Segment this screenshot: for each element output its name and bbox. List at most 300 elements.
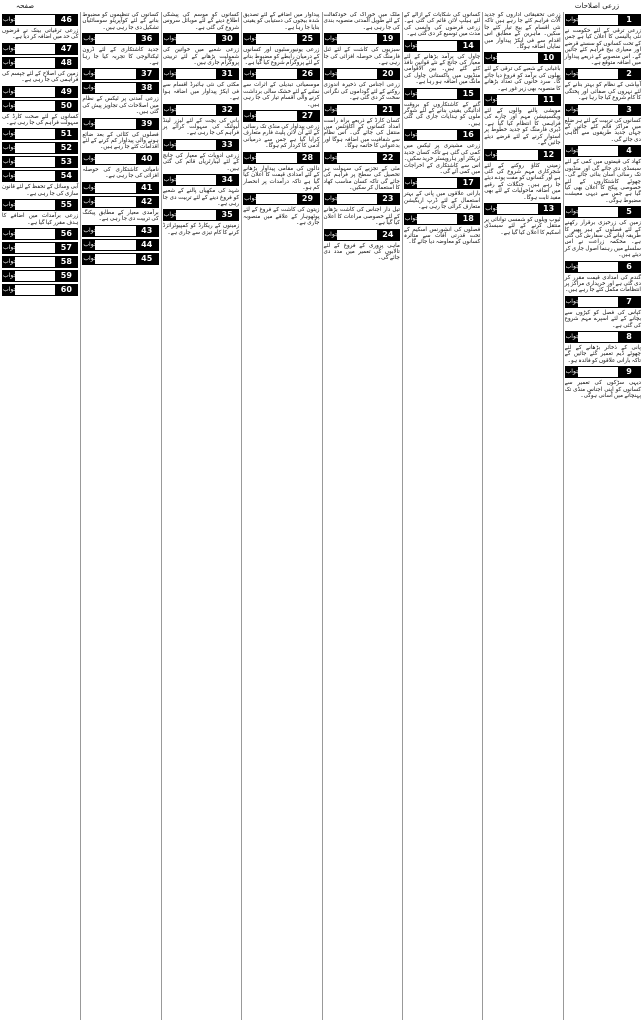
question-number: 32: [216, 105, 238, 115]
question-number-badge: [82, 253, 158, 265]
badge-space: [176, 105, 216, 115]
badge-space: [15, 44, 55, 54]
question-number: 29: [297, 194, 319, 204]
question-number-badge: [404, 213, 480, 225]
article-paragraph: پیداوار میں اضافے کے لئے تصدیق شدہ بیجوں کی دستیابی کو یقینی بنایا جا رہا ہے۔: [243, 12, 320, 31]
question-number: 3: [618, 105, 640, 115]
question-number-badge: [82, 153, 158, 165]
article-paragraph: کھاد کی قیمتوں میں کمی کے لئے سبسڈی دی جائے گی اور منڈیوں تک رسائی آسان بنائی جائے گی۔ چھوٹے کاشتکاروں کے لئے خصوصی پیکج کا اعلان بھی کیا گیا ہے جس سے دیہی معیشت مضبوط ہوگی۔: [564, 159, 641, 204]
article-paragraph: کسانوں کو موسم کی پیشگی اطلاع دینے کے لئے موبائل سروس شروع کی گئی ہے۔: [162, 12, 240, 31]
question-number-badge: [82, 225, 158, 237]
question-number-badge: [2, 242, 78, 254]
article-paragraph: کسانوں کی شکایات کے ازالے کے لئے ہیلپ لائن قائم کی گئی ہے۔ زرعی قرضوں کی واپسی کی مدت میں توسیع کر دی گئی ہے۔: [403, 12, 481, 38]
col-2: [482, 12, 562, 1020]
question-number: 41: [136, 183, 158, 193]
question-number: 22: [377, 153, 399, 163]
answer-tag: جواب: [3, 87, 18, 95]
article-paragraph: زمین کی اصلاح کے لئے جپسم کی فراہمی کی جا رہی ہے۔: [2, 70, 79, 84]
question-number-badge: [565, 206, 641, 218]
article-paragraph: زرعی یونیورسٹیوں اور کسانوں کے درمیان رابطے کو مضبوط بنانے کے لئے پروگرام شروع کیا گیا ہے۔: [243, 47, 320, 67]
article-paragraph: موسمیاتی تبدیلی کے اثرات سے نمٹنے کے لئے خشک سالی برداشت کرنے والی اقسام تیار کی جا رہی ہیں۔: [243, 82, 320, 108]
col-4: [322, 12, 402, 1020]
article-paragraph: آبی وسائل کے تحفظ کے لئے قانون سازی کی جا رہی ہے۔: [2, 184, 79, 197]
page-header-title: زرعی اصلاحات: [574, 2, 619, 10]
question-number-badge: [82, 239, 158, 251]
badge-space: [256, 153, 296, 163]
question-number: 55: [55, 200, 77, 210]
article-paragraph: مٹی کے تجزیے کی سہولت ہر تحصیل کی سطح پر فراہم کی جائے گی تاکہ کسان مناسب کھاد کا استعمال کر سکیں۔: [323, 165, 400, 191]
question-number-badge: [163, 104, 239, 116]
answer-tag: جواب: [244, 112, 259, 120]
article-paragraph: زرعی تحقیقاتی اداروں کو جدید آلات فراہم کئے جا رہے ہیں تاکہ نئی اقسام کے بیج تیار کئے جا سکیں۔ ماہرین کے مطابق اس اقدام سے فی ایکڑ پیداوار میں نمایاں اضافہ ہوگا۔: [484, 12, 561, 51]
answer-tag: جواب: [3, 16, 18, 23]
badge-space: [337, 153, 377, 163]
badge-space: [15, 157, 55, 167]
article-paragraph: نامیاتی کاشتکاری کی حوصلہ افزائی کی جا رہی ہے۔: [82, 166, 159, 180]
question-number-badge: [484, 52, 560, 64]
question-number: 56: [55, 229, 77, 239]
question-number: 39: [136, 119, 158, 129]
question-number: 13: [538, 204, 560, 214]
col-7: [80, 12, 160, 1020]
article-paragraph: کسان کارڈ کے ذریعے براہ راست امداد کسانوں کے اکاؤنٹس میں منتقل کی جائے گی۔ اس نظام سے شفافیت میں اضافہ ہوگا اور بدعنوانی کا خاتمہ ہوگا۔: [323, 117, 400, 150]
column-rule: [402, 12, 403, 1020]
answer-tag: جواب: [244, 153, 259, 161]
article-paragraph: تیل دار اجناس کی کاشت بڑھانے کے لئے خصوصی مراعات کا اعلان کیا گیا ہے۔: [323, 207, 400, 227]
article-paragraph: زرعی پیداوار کی منڈی تک رسائی کے لئے آن لائن پلیٹ فارم متعارف کرایا گیا ہے جس سے درمیانی آدمی کا کردار کم ہوگا۔: [243, 124, 320, 150]
answer-tag: جواب: [324, 230, 339, 238]
article-paragraph: زمین کی زرخیزی برقرار رکھنے کے لئے فصلوں کے ہیر پھیر کا طریقہ اپنانے کی سفارش کی گئی ہے۔ محکمہ زراعت نے اس سلسلے میں رہنما اصول جاری کر دیئے ہیں۔: [564, 220, 641, 259]
article-paragraph: ماہی پروری کے فروغ کے لئے تالابوں کی تعمیر میں مدد دی جائے گی۔: [323, 242, 400, 262]
answer-tag: جواب: [565, 333, 580, 340]
article-paragraph: زرعی شعبے میں خواتین کی شمولیت بڑھانے کے لئے تربیتی پروگرام جاری ہیں۔: [162, 47, 240, 67]
badge-space: [95, 154, 135, 164]
answer-tag: جواب: [83, 35, 98, 43]
answer-tag: جواب: [3, 286, 18, 294]
question-number-badge: [243, 68, 319, 80]
question-number-badge: [243, 152, 319, 164]
question-number-badge: [565, 14, 641, 26]
question-number-badge: [163, 33, 239, 45]
article-paragraph: دیہی سڑکوں کی تعمیر سے کسانوں کو اپنی اجناس منڈی تک پہنچانے میں آسانی ہوگی۔: [564, 380, 641, 400]
question-number: 16: [457, 130, 479, 140]
question-number: 10: [538, 53, 560, 63]
badge-space: [15, 243, 55, 253]
question-number: 11: [538, 95, 560, 105]
question-number-badge: [2, 14, 78, 26]
question-number: 26: [297, 69, 319, 79]
question-number-badge: [565, 104, 641, 116]
question-number-badge: [2, 270, 78, 282]
question-number-badge: [243, 110, 319, 122]
column-rule: [563, 12, 564, 1020]
badge-space: [176, 140, 216, 150]
article-paragraph: فصلوں کی کٹائی کے بعد ضائع ہونے والی پیداوار کم کرنے کے لئے اقدامات کئے جا رہے ہیں۔: [82, 131, 159, 151]
question-number: 4: [618, 146, 640, 156]
article-paragraph: کسانوں کی تنظیموں کو مضبوط بنانے کے لئے کوآپریٹو سوسائٹیاں تشکیل دی جا رہی ہیں۔: [82, 12, 159, 31]
article-paragraph: شہد کی مکھیاں پالنے کے شعبے کو فروغ دینے کے لئے تربیت دی جا رہی ہے۔: [162, 188, 240, 207]
answer-tag: جواب: [404, 89, 419, 97]
answer-tag: جواب: [83, 254, 98, 262]
question-number-badge: [324, 229, 400, 241]
question-number: 38: [136, 83, 158, 93]
question-number: 30: [216, 34, 238, 44]
question-number-badge: [2, 156, 78, 168]
article-paragraph: ملک میں خوراک کی خودکفالت کے لئے طویل المدتی منصوبہ بندی کی جا رہی ہے۔: [323, 12, 400, 31]
badge-space: [497, 53, 537, 63]
answer-tag: جواب: [3, 44, 18, 52]
badge-space: [256, 69, 296, 79]
question-number-badge: [82, 182, 158, 194]
badge-space: [95, 226, 135, 236]
question-number: 42: [136, 197, 158, 207]
badge-space: [15, 285, 55, 295]
question-number: 35: [216, 210, 238, 220]
article-paragraph: باغبانی کے شعبے کی ترقی کے لئے پھلوں کی برآمد کو فروغ دیا جائے گا۔ سرد خانوں کی تعداد بڑھانے کا منصوبہ بھی زیر غور ہے۔: [484, 66, 561, 92]
article-paragraph: زمینی کٹاؤ روکنے کے لئے شجرکاری مہم شروع کی گئی ہے اور کسانوں کو مفت پودے دیئے جا رہے ہیں۔ جنگلات کے رقبے میں اضافہ ماحولیات کے لئے بھی مفید ثابت ہوگا۔: [484, 162, 561, 201]
question-number-badge: [243, 33, 319, 45]
badge-space: [337, 194, 377, 204]
article-paragraph: پانی کے ذخائر بڑھانے کے لئے چھوٹے ڈیم تعمیر کئے جائیں گے تاکہ بارانی علاقوں کو فائدہ ہو۔: [564, 345, 641, 364]
badge-space: [337, 69, 377, 79]
article-paragraph: جدید کاشتکاری کے لئے ڈرون ٹیکنالوجی کا تجربہ کیا جا رہا ہے۔: [82, 47, 159, 67]
question-number: 9: [618, 367, 640, 377]
question-number-badge: [243, 193, 319, 205]
answer-tag: جواب: [565, 262, 580, 270]
question-number: 21: [377, 105, 399, 115]
badge-space: [176, 34, 216, 44]
article-paragraph: زرعی اجناس کی ذخیرہ اندوزی روکنے کے لئے گوداموں کی نگرانی سخت کر دی گئی ہے۔: [323, 82, 400, 102]
answer-tag: جواب: [485, 150, 500, 158]
badge-space: [15, 143, 55, 153]
article-paragraph: زرعی برآمدات میں اضافے کا ہدف مقرر کیا گیا ہے۔: [2, 213, 79, 226]
question-number: 5: [618, 207, 640, 217]
question-number-badge: [163, 209, 239, 221]
question-number-badge: [565, 261, 641, 273]
article-paragraph: زرعی مشینری پر ٹیکس میں کمی کی گئی ہے تاکہ کسان جدید ٹریکٹر اور ہارویسٹر خرید سکیں۔ اس سے کاشتکاری کے اخراجات میں کمی آئے گی۔: [403, 143, 481, 175]
answer-tag: جواب: [83, 183, 98, 191]
answer-tag: جواب: [3, 101, 18, 109]
question-number: 52: [55, 143, 77, 153]
answer-tag: جواب: [404, 41, 419, 49]
question-number: 28: [297, 153, 319, 163]
question-number-badge: [404, 177, 480, 189]
badge-space: [15, 15, 55, 25]
col-1: [563, 12, 643, 1020]
question-number-badge: [404, 88, 480, 100]
question-number: 37: [136, 69, 158, 79]
answer-tag: جواب: [3, 144, 18, 152]
question-number: 53: [55, 157, 77, 167]
badge-space: [578, 15, 618, 25]
badge-space: [176, 210, 216, 220]
badge-space: [337, 105, 377, 115]
question-number: 34: [216, 175, 238, 185]
question-number: 43: [136, 226, 158, 236]
article-paragraph: سبزیوں کی کاشت کے لئے ٹنل فارمنگ کی حوصلہ افزائی کی جا رہی ہے۔: [323, 47, 400, 67]
question-number: 24: [377, 230, 399, 240]
question-number-badge: [565, 331, 641, 343]
question-number: 54: [55, 171, 77, 181]
answer-tag: جواب: [244, 70, 259, 78]
question-number: 14: [457, 41, 479, 51]
article-paragraph: زرعی ترقیاتی بینک نے قرضوں کی حد میں اضافہ کر دیا ہے۔: [2, 28, 79, 41]
badge-space: [15, 87, 55, 97]
answer-tag: جواب: [404, 214, 419, 222]
page-header-label: صفحہ: [16, 2, 35, 10]
question-number-badge: [82, 196, 158, 208]
answer-tag: جواب: [83, 70, 98, 78]
badge-space: [15, 101, 55, 111]
question-number-badge: [484, 149, 560, 161]
question-number: 57: [55, 243, 77, 253]
article-paragraph: زرعی ادویات کے معیار کی جانچ کے لئے لیبارٹریاں قائم کی گئی ہیں۔: [162, 152, 240, 172]
question-number-badge: [2, 43, 78, 55]
question-number: 27: [297, 111, 319, 121]
question-number-badge: [82, 33, 158, 45]
question-number-badge: [404, 40, 480, 52]
answer-tag: جواب: [3, 130, 18, 138]
col-6: [161, 12, 241, 1020]
answer-tag: جواب: [565, 297, 580, 305]
article-paragraph: پانی کی بچت کے لئے لیزر لینڈ لیولنگ کی سہولت کرائے پر فراہم کی جا رہی ہے۔: [162, 117, 240, 137]
question-number-badge: [484, 94, 560, 106]
answer-tag: جواب: [83, 240, 98, 248]
answer-tag: جواب: [324, 153, 339, 161]
article-paragraph: کسانوں کے لئے صحت کارڈ کی سہولت فراہم کی جا رہی ہے۔: [2, 113, 79, 127]
question-number-badge: [404, 129, 480, 141]
question-number-badge: [2, 128, 78, 140]
answer-tag: جواب: [404, 131, 419, 139]
badge-space: [578, 297, 618, 307]
badge-space: [95, 197, 135, 207]
question-number: 6: [618, 262, 640, 272]
article-paragraph: ٹیوب ویلوں کو شمسی توانائی پر منتقل کرنے کے لئے سبسڈی اسکیم کا اعلان کیا گیا ہے۔: [484, 216, 561, 236]
badge-space: [95, 34, 135, 44]
question-number: 1: [618, 15, 640, 25]
badge-space: [15, 229, 55, 239]
badge-space: [176, 69, 216, 79]
badge-space: [95, 254, 135, 264]
question-number: 12: [538, 150, 560, 160]
badge-space: [256, 194, 296, 204]
answer-tag: جواب: [163, 35, 178, 43]
answer-tag: جواب: [83, 154, 98, 162]
question-number-badge: [82, 82, 158, 94]
answer-tag: جواب: [244, 35, 259, 43]
question-number-badge: [163, 139, 239, 151]
question-number-badge: [163, 174, 239, 186]
question-number-badge: [2, 57, 78, 69]
col-3: [402, 12, 482, 1020]
answer-tag: جواب: [163, 211, 178, 219]
question-number-badge: [565, 68, 641, 80]
badge-space: [417, 89, 457, 99]
badge-space: [578, 367, 618, 377]
answer-tag: جواب: [83, 226, 98, 234]
badge-space: [95, 69, 135, 79]
answer-tag: جواب: [485, 204, 500, 212]
badge-space: [417, 41, 457, 51]
answer-tag: جواب: [3, 244, 18, 252]
answer-tag: جواب: [565, 147, 580, 155]
badge-space: [15, 271, 55, 281]
answer-tag: جواب: [3, 58, 18, 66]
answer-tag: جواب: [324, 195, 339, 203]
question-number: 51: [55, 129, 77, 139]
answer-tag: جواب: [83, 84, 98, 92]
question-number: 2: [618, 69, 640, 79]
question-number: 15: [457, 89, 479, 99]
answer-tag: جواب: [565, 70, 580, 78]
badge-space: [497, 95, 537, 105]
answer-tag: جواب: [3, 272, 18, 280]
answer-tag: جواب: [244, 195, 259, 203]
badge-space: [578, 262, 618, 272]
question-number-badge: [163, 68, 239, 80]
article-paragraph: زرعی آمدنی پر ٹیکس کے نظام میں اصلاحات کی تجاویز پیش کی گئی ہیں۔: [82, 96, 159, 116]
question-number: 20: [377, 69, 399, 79]
col-5: [241, 12, 321, 1020]
question-number-badge: [484, 203, 560, 215]
badge-space: [15, 129, 55, 139]
answer-tag: جواب: [324, 105, 339, 113]
badge-space: [15, 200, 55, 210]
answer-tag: جواب: [163, 105, 178, 113]
column-rule: [322, 12, 323, 1020]
badge-space: [176, 175, 216, 185]
question-number: 48: [55, 58, 77, 68]
article-paragraph: زرعی ترقی کے لئے حکومت نے نئی پالیسی کا اعلان کیا ہے جس کے تحت کسانوں کو سستے قرضے اور معیاری بیج فراہم کئے جائیں گے۔ اس منصوبے کے ذریعے پیداوار میں اضافہ متوقع ہے۔: [564, 28, 641, 67]
answer-tag: جواب: [163, 176, 178, 184]
column-rule: [161, 12, 162, 1020]
badge-space: [256, 34, 296, 44]
article-paragraph: مویشی پالنے والوں کے لئے ویکسینیشن مہم اور چارے کی فراہمی کا انتظام کیا گیا ہے۔ ڈیری فارمنگ کو جدید خطوط پر استوار کرنے کے لئے قرضے دیئے جائیں گے۔: [484, 108, 561, 147]
question-number-badge: [324, 33, 400, 45]
question-number: 59: [55, 271, 77, 281]
column-rule: [241, 12, 242, 1020]
question-number: 50: [55, 101, 77, 111]
question-number-badge: [324, 68, 400, 80]
article-paragraph: زمینوں کے ریکارڈ کو کمپیوٹرائزڈ کرنے کا کام تیزی سے جاری ہے۔: [162, 223, 240, 236]
article-paragraph: زیتون کی کاشت کے فروغ کے لئے پوٹھوہار کے علاقے میں منصوبہ جاری ہے۔: [243, 207, 320, 227]
article-paragraph: گندم کی امدادی قیمت مقرر کر دی گئی ہے اور خریداری مراکز پر انتظامات مکمل کئے جا رہے ہیں۔: [564, 274, 641, 294]
question-number: 17: [457, 178, 479, 188]
badge-space: [578, 69, 618, 79]
question-number: 18: [457, 214, 479, 224]
badge-space: [15, 257, 55, 267]
answer-tag: جواب: [565, 16, 580, 23]
answer-tag: جواب: [485, 96, 500, 104]
question-number: 49: [55, 87, 77, 97]
badge-space: [578, 332, 618, 342]
badge-space: [578, 146, 618, 156]
answer-tag: جواب: [3, 258, 18, 266]
article-paragraph: چاول کی برآمد بڑھانے کے لئے معیار کی جانچ کے نئے قوانین نافذ کئے گئے ہیں۔ بین الاقوامی منڈیوں میں پاکستانی چاول کی مانگ میں اضافہ ہو رہا ہے۔: [403, 53, 481, 86]
question-number-badge: [2, 142, 78, 154]
question-number-badge: [324, 193, 400, 205]
article-paragraph: آبپاشی کے نظام کو بہتر بنانے کے لئے نہروں کی صفائی اور پختگی کا کام شروع کیا جا رہا ہے۔: [564, 82, 641, 102]
question-number-badge: [2, 86, 78, 98]
answer-tag: جواب: [404, 179, 419, 187]
question-number-badge: [565, 296, 641, 308]
badge-space: [417, 178, 457, 188]
answer-tag: جواب: [3, 158, 18, 166]
question-number-badge: [82, 118, 158, 130]
column-rule: [482, 12, 483, 1020]
question-number: 8: [618, 332, 640, 342]
question-number-badge: [324, 104, 400, 116]
question-number: 31: [216, 69, 238, 79]
question-number-badge: [2, 199, 78, 211]
answer-tag: جواب: [485, 54, 500, 62]
badge-space: [337, 230, 377, 240]
question-number: 58: [55, 257, 77, 267]
question-number: 33: [216, 140, 238, 150]
article-paragraph: مکئی کی نئی ہائبرڈ اقسام سے فی ایکڑ پیداوار میں اضافہ ہوا ہے۔: [162, 82, 240, 102]
badge-space: [417, 130, 457, 140]
question-number: 25: [297, 34, 319, 44]
badge-space: [337, 34, 377, 44]
question-number: 40: [136, 154, 158, 164]
answer-tag: جواب: [3, 230, 18, 238]
answer-tag: جواب: [163, 140, 178, 148]
answer-tag: جواب: [565, 105, 580, 113]
question-number-badge: [2, 284, 78, 296]
badge-space: [417, 214, 457, 224]
article-paragraph: کپاس کی فصل کو کیڑوں سے بچانے کے لئے اسپرے مہم شروع کی گئی ہے۔: [564, 309, 641, 329]
question-number: 36: [136, 34, 158, 44]
article-paragraph: کسانوں کی تربیت کے لئے ہر ضلع میں مراکز قائم کئے جائیں گے جہاں جدید طریقوں سے آگاہی دی جائے گی۔: [564, 117, 641, 143]
question-number: 23: [377, 194, 399, 204]
question-number: 60: [55, 285, 77, 295]
badge-space: [578, 207, 618, 217]
question-number: 45: [136, 254, 158, 264]
badge-space: [497, 204, 537, 214]
question-number: 7: [618, 297, 640, 307]
badge-space: [497, 150, 537, 160]
article-paragraph: بارانی علاقوں میں پانی کے بہتر استعمال کے لئے ڈرپ اریگیشن متعارف کرائی جا رہی ہے۔: [403, 191, 481, 211]
badge-space: [578, 105, 618, 115]
question-number-badge: [565, 145, 641, 157]
badge-space: [95, 183, 135, 193]
question-number-badge: [2, 170, 78, 182]
answer-tag: جواب: [565, 368, 580, 376]
question-number: 46: [55, 15, 77, 25]
question-number: 44: [136, 240, 158, 250]
question-number-badge: [82, 68, 158, 80]
question-number-badge: [324, 152, 400, 164]
answer-tag: جواب: [3, 172, 18, 180]
answer-tag: جواب: [324, 70, 339, 78]
question-number: 47: [55, 44, 77, 54]
badge-space: [15, 171, 55, 181]
col-8: [0, 12, 80, 1020]
answer-tag: جواب: [163, 70, 178, 78]
badge-space: [95, 119, 135, 129]
column-rule: [80, 12, 81, 1020]
badge-space: [95, 240, 135, 250]
answer-tag: جواب: [565, 208, 580, 216]
question-number: 19: [377, 34, 399, 44]
badge-space: [256, 111, 296, 121]
article-paragraph: برآمدی معیار کے مطابق پیکنگ کی تربیت دی جا رہی ہے۔: [82, 209, 159, 223]
question-number-badge: [565, 366, 641, 378]
answer-tag: جواب: [83, 119, 98, 127]
answer-tag: جواب: [3, 201, 18, 209]
article-paragraph: فصلوں کی انشورنس اسکیم کے تحت قدرتی آفات سے متاثرہ کسانوں کو معاوضہ دیا جائے گا۔: [403, 226, 481, 246]
question-number-badge: [2, 256, 78, 268]
